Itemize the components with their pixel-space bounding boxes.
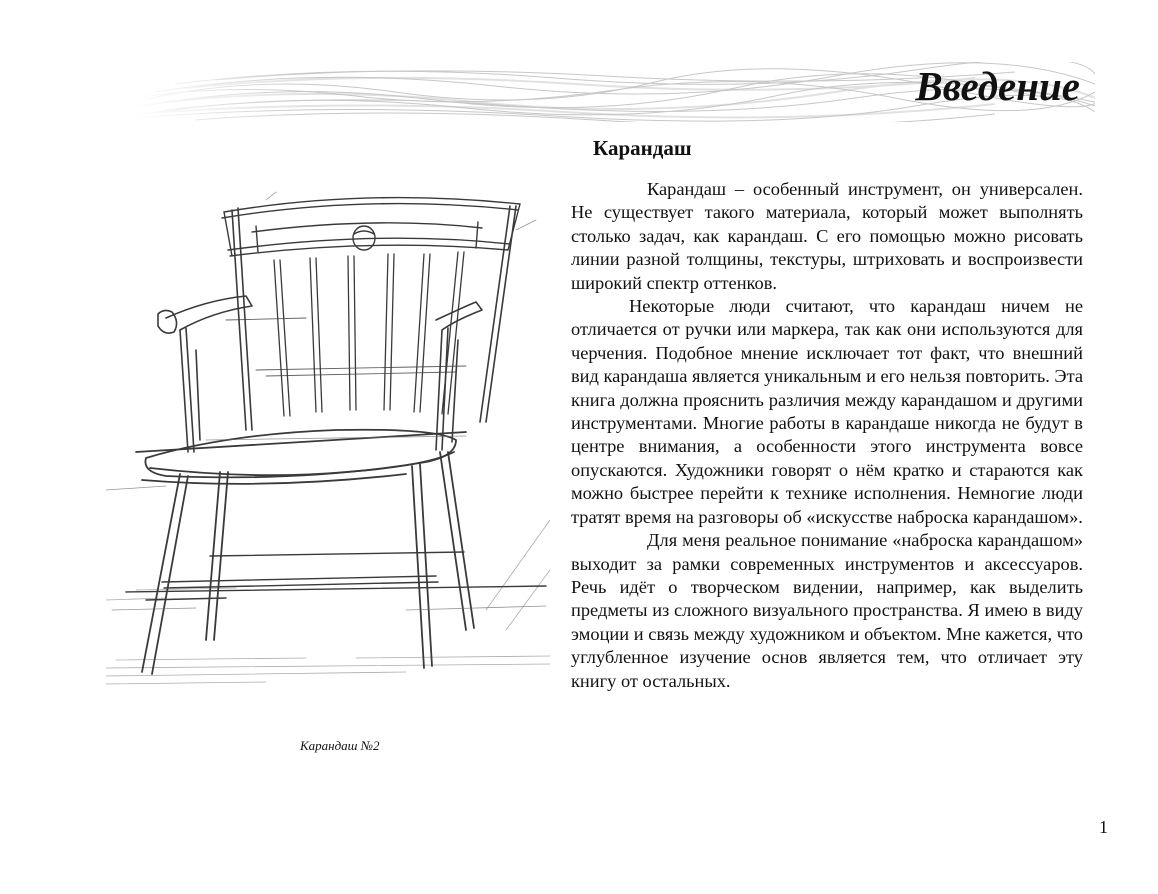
figure-caption: Карандаш №2 xyxy=(300,738,380,753)
page-number: 1 xyxy=(1099,817,1108,837)
chair-sketch-illustration xyxy=(106,190,550,710)
section-heading: Карандаш xyxy=(593,136,692,160)
chapter-title: Введение xyxy=(915,63,1080,109)
paragraph-3: Для меня реальное понимание «наброска карандашом» выходит за рамки современных инструментов и аксессуаров. Речь идёт о творческом видении, например, как выделить предметы из сложного визуального пространства. Я имею в виду эмоции и связь между художником и объектом. Мне кажется, что углубленное изучение основ является тем, что отличает эту книгу от остальных. xyxy=(571,530,1083,691)
paragraph-2: Некоторые люди считают, что карандаш ничем не отличается от ручки или маркера, так как они используются для черчения. Подобное мнение исключает тот факт, что внешний вид карандаша является уникальным и его нельзя повторить. Эта книга должна прояснить различия между карандашом и другими инструментами. Многие работы в карандаше никогда не будут в центре внимания, а особенности этого инструмента вовсе опускаются. Художники говорят о нём кратко и стараются как можно быстрее перейти к технике исполнения. Немногие люди тратят время на разговоры об «искусстве наброска карандашом». xyxy=(571,296,1083,527)
paragraph-1: Карандаш – особенный инструмент, он универсален. Не существует такого материала, который может выполнять столько задач, как карандаш. С его помощью можно рисовать линии разной толщины, текстуры, штриховать и воспроизвести широкий спектр оттенков. xyxy=(571,179,1083,293)
body-text xyxy=(571,178,1083,693)
